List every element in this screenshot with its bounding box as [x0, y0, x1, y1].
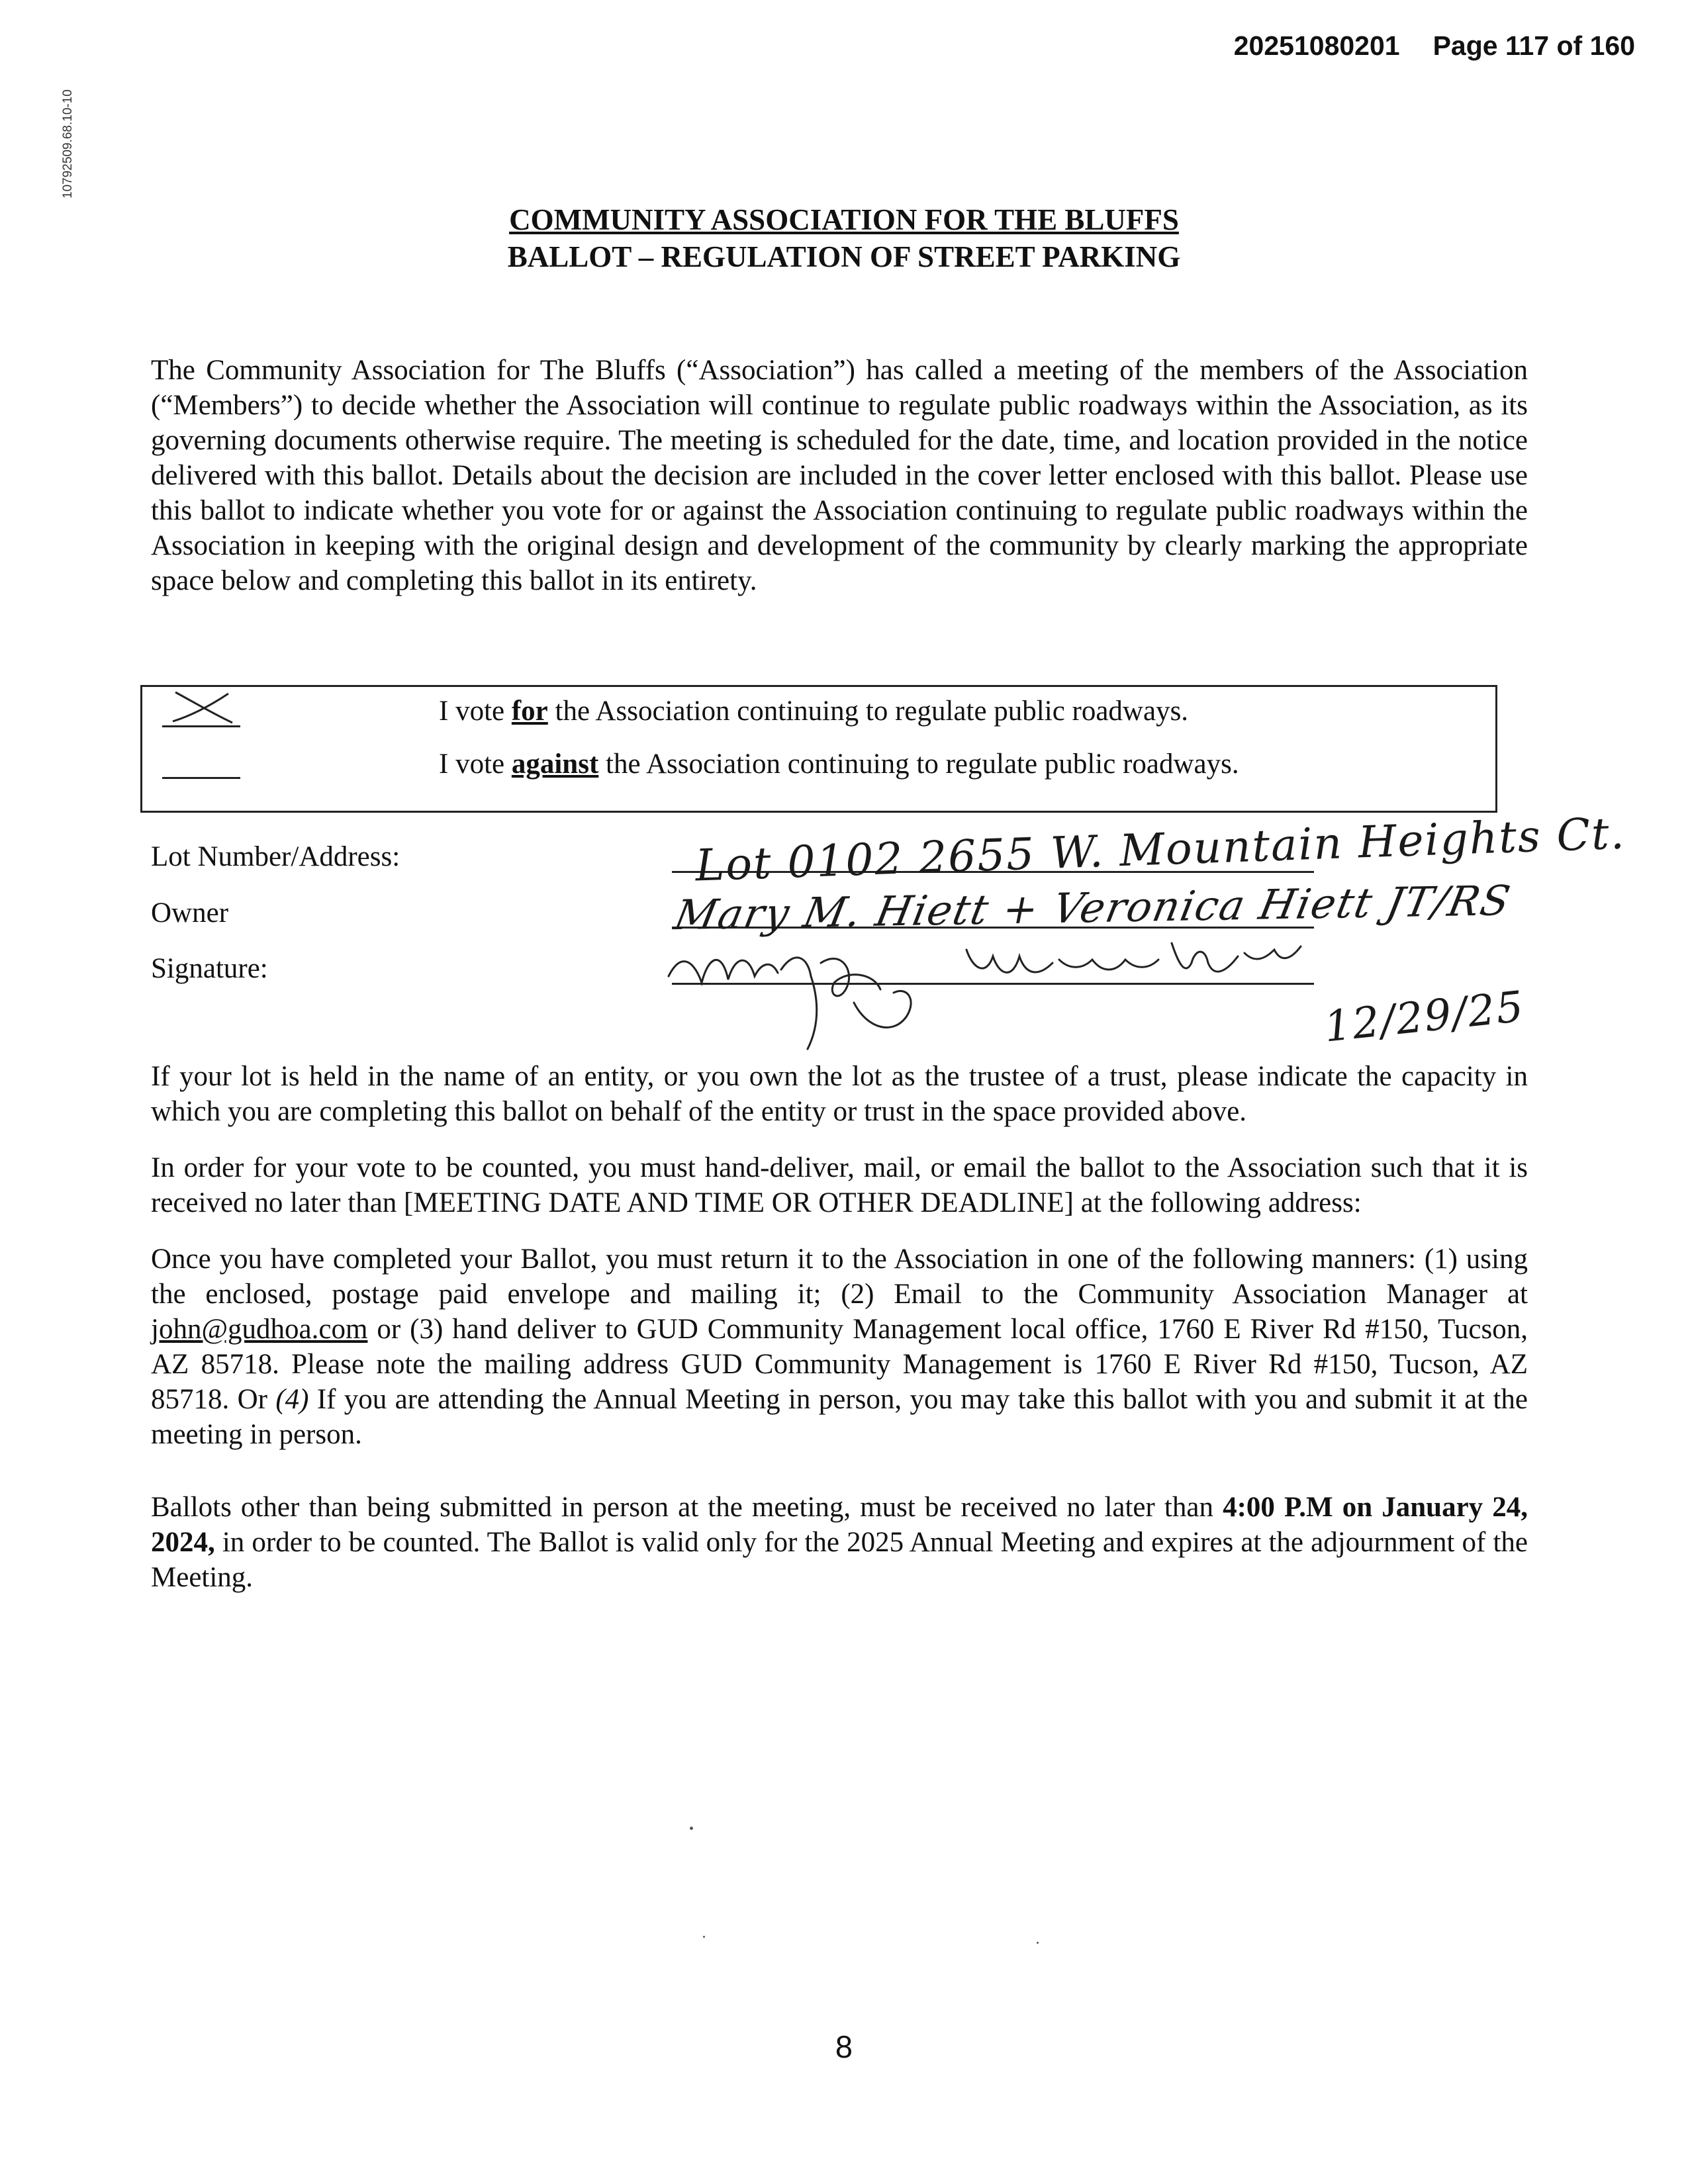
vote-for-option: I vote for the Association continuing to regulate public roadways.: [439, 696, 1189, 727]
signature-label: Signature:: [151, 953, 268, 984]
email-link[interactable]: john@gudhoa.com: [151, 1314, 368, 1345]
side-stamp: 10792509.68.10-10: [61, 89, 75, 199]
vote-against-blank[interactable]: [162, 777, 240, 779]
vote-for-keyword: for: [511, 696, 548, 727]
return-instructions: Once you have completed your Ballot, you must return it to the Association in one of the following manners: (1) using the enclosed, postage paid envelope and mailing it; (2) Email to the Community Association Manager at john@gudhoa.com or (3) hand deliver to GUD Community Management local office, 1760 E River Rd #150, Tucson, AZ 85718. Please note the mailing address GUD Community Management is 1760 E River Rd #150, Tucson, AZ 85718. Or (4) If you are attending the Annual Meeting in person, you may take this ballot with you and submit it at the meeting in person.: [151, 1244, 1528, 1450]
intro-paragraph: The Community Association for The Bluffs (“Association”) has called a meeting of the members of the Association (“Members”) to decide whether the Association will continue to regulate public roadways within the Association, as its governing documents otherwise require. The meeting is scheduled for the date, time, and location provided in the notice delivered with this ballot. Details about the decision are included in the cover letter enclosed with this ballot. Please use this ballot to indicate whether you vote for or against the Association continuing to regulate public roadways within the Association in keeping with the original design and development of the community by clearly marking the appropriate space below and completing this ballot in its entirety.: [151, 355, 1528, 596]
handwritten-address: Lot 0102 2655 W. Mountain Heights Ct.: [694, 807, 1626, 891]
scan-speck: [703, 1936, 705, 1938]
deadline-datetime: 4:00 P.M on January 24, 2024,: [151, 1492, 1528, 1558]
document-number: 20251080201: [1233, 30, 1400, 61]
title-line-2: BALLOT – REGULATION OF STREET PARKING: [507, 240, 1181, 273]
deadline-instructions: In order for your vote to be counted, you must hand-deliver, mail, or email the ballot to the Association such that it is received no later than [MEETING DATE AND TIME OR OTHER DEADLINE] at the following address:: [151, 1152, 1528, 1218]
handwritten-signature: [655, 923, 1350, 1062]
title-line-1: COMMUNITY ASSOCIATION FOR THE BLUFFS: [509, 203, 1179, 236]
scan-speck: [690, 1827, 693, 1830]
x-mark-icon: [166, 687, 238, 727]
page-number: 8: [835, 2029, 853, 2064]
handwritten-date: 12/29/25: [1321, 982, 1527, 1052]
handwritten-owner: Mary M. Hiett + Veronica Hiett JT/RS: [670, 876, 1515, 940]
owner-label: Owner: [151, 897, 229, 929]
vote-against-option: I vote against the Association continuing to regulate public roadways.: [439, 749, 1239, 780]
vote-box: [140, 685, 1497, 813]
entity-instructions: If your lot is held in the name of an entity, or you own the lot as the trustee of a trust, please indicate the capacity in which you are completing this ballot on behalf of the entity or trust in the space provided above.: [151, 1061, 1528, 1127]
vote-against-keyword: against: [511, 749, 599, 780]
document-header: [1234, 30, 1635, 62]
ballot-title: [0, 201, 1688, 275]
final-deadline-note: Ballots other than being submitted in person at the meeting, must be received no later than 4:00 P.M on January 24, 2024, in order to be counted. The Ballot is valid only for the 2025 Annual Meeting and expires at the adjournment of the Meeting.: [151, 1492, 1528, 1593]
page-of-count: Page 117 of 160: [1432, 30, 1635, 61]
lot-address-label: Lot Number/Address:: [151, 841, 400, 872]
scan-speck: [1037, 1942, 1039, 1944]
